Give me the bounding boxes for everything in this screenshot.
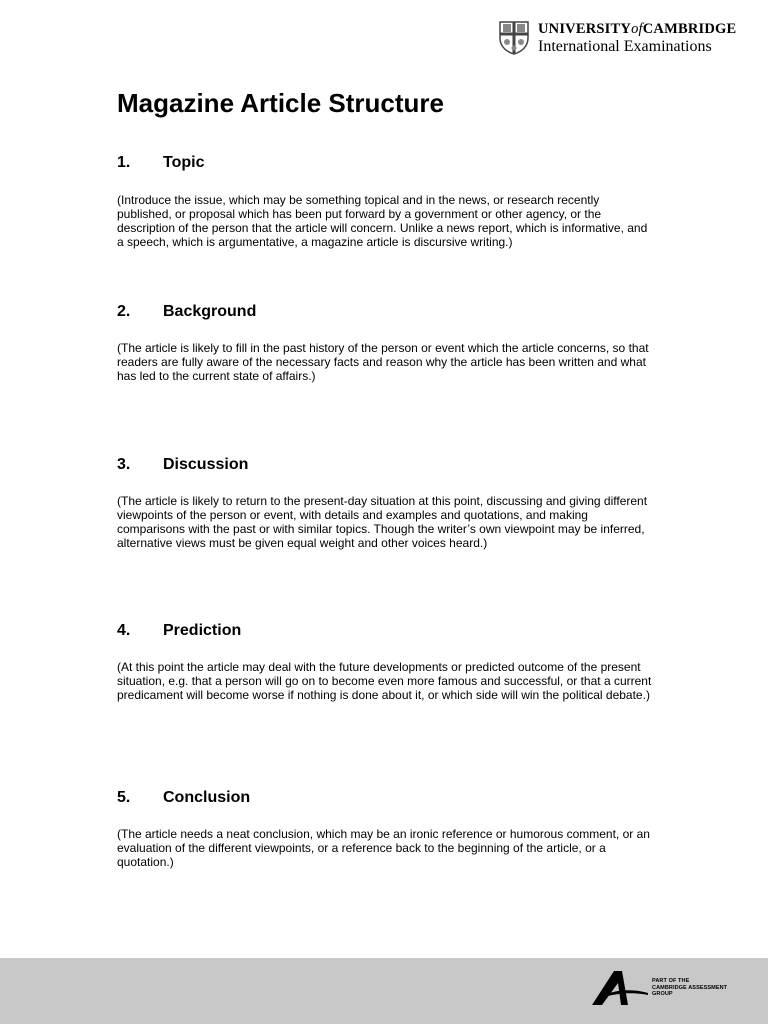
section-body-prediction: (At this point the article may deal with the future developments or predicted outcome of the present situation, e.g. that a person will go on to become even more famous and successful, or that a current predicament will become worse if nothing is done about it, or which side will win the political debate.) (117, 660, 652, 702)
section-heading-topic (117, 153, 204, 173)
document-title: Magazine Article Structure (117, 88, 445, 118)
cambridge-word: CAMBRIDGE (642, 21, 737, 37)
university-name-line1 (538, 20, 736, 38)
section-number: 4. (117, 622, 131, 639)
cambridge-assessment-text (652, 978, 734, 998)
assessment-line3: GROUP (652, 991, 673, 998)
section-number: 1. (117, 154, 131, 171)
section-heading-conclusion (117, 788, 250, 808)
university-word: UNIVERSITY (538, 21, 632, 37)
section-heading-background (117, 302, 256, 322)
section-title: Conclusion (163, 789, 251, 806)
section-heading-prediction (117, 621, 241, 641)
of-word: of (631, 21, 643, 37)
section-title: Topic (163, 154, 205, 171)
section-title: Discussion (163, 456, 249, 473)
cambridge-assessment-logo (590, 968, 740, 1008)
section-body-discussion: (The article is likely to return to the present-day situation at this point, discussing and giving different viewpoints of the person or event, with details and examples and quotations, and making comparisons with the past or with similar topics. Though the writer’s own viewpoint may be inferred, alternative views must be given equal weight and other voices heard.) (117, 494, 648, 550)
section-body-topic: (Introduce the issue, which may be something topical and in the news, or research recently published, or proposal which has been put forward by a government or other agency, or the description of the person that the article will concern. Unlike a news report, which is informative, and a speech, which is argumentative, a magazine article is discursive writing.) (117, 193, 648, 249)
university-name-line2: International Examinations (538, 38, 712, 55)
section-title: Prediction (163, 622, 242, 639)
section-body-conclusion: (The article needs a neat conclusion, which may be an ironic reference or humorous comment, or an evaluation of the different viewpoints, or a reference back to the beginning of the article, or a quotation.) (117, 827, 650, 869)
cambridge-crest-icon (498, 20, 530, 56)
assessment-line1: PART OF THE (652, 978, 690, 985)
section-number: 3. (117, 456, 131, 473)
section-title: Background (163, 303, 257, 320)
university-logo (498, 20, 768, 60)
assessment-line2: CAMBRIDGE ASSESSMENT (652, 984, 728, 991)
cambridge-assessment-a-icon (590, 969, 650, 1007)
section-body-background: (The article is likely to fill in the past history of the person or event which the article concerns, so that readers are fully aware of the necessary facts and reason why the article has been written and what has led to the current state of affairs.) (117, 341, 649, 383)
section-number: 2. (117, 303, 131, 320)
section-number: 5. (117, 789, 131, 806)
university-name (538, 20, 736, 56)
section-heading-discussion (117, 455, 248, 475)
